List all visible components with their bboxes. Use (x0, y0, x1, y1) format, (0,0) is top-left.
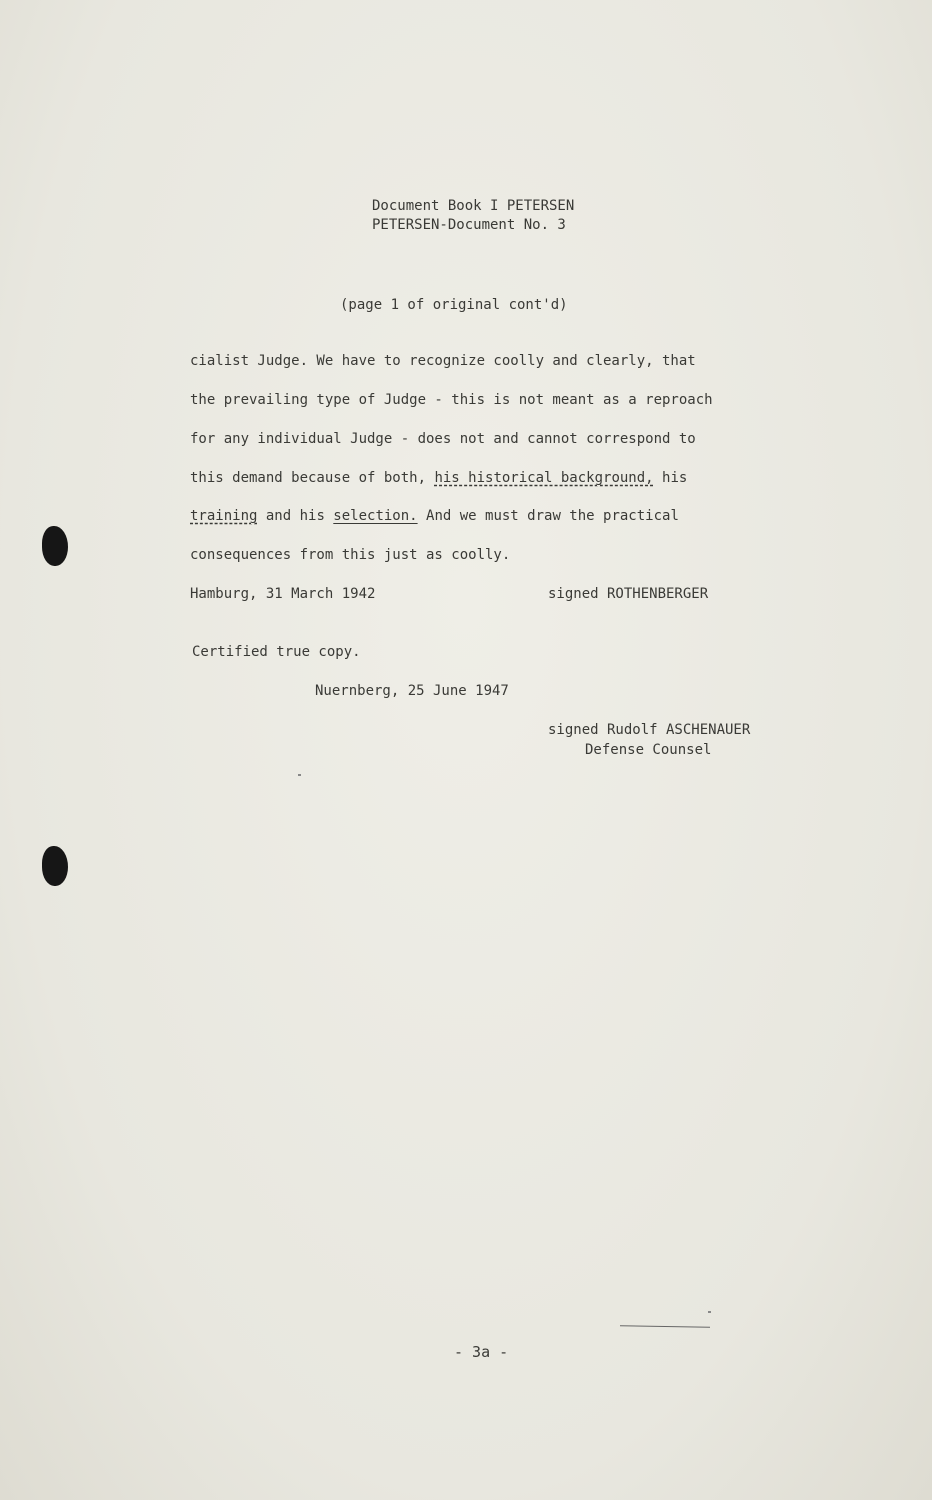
certification-place-date: Nuernberg, 25 June 1947 (315, 683, 509, 699)
underlined-word: training (190, 508, 258, 524)
body-text: And we must draw the practical (417, 508, 679, 524)
signer-role: Defense Counsel (585, 742, 712, 758)
body-line: the prevailing type of Judge - this is not meant as a reproach (190, 392, 713, 408)
punch-hole (42, 846, 68, 886)
body-line (190, 470, 687, 486)
signature-line: signed ROTHENBERGER (548, 586, 709, 602)
underlined-word: selection. (333, 508, 418, 524)
header-line-book: Document Book I PETERSEN (372, 198, 575, 214)
ink-speck (708, 1311, 711, 1313)
place-date: Hamburg, 31 March 1942 (190, 586, 376, 602)
page-number: - 3a - (454, 1343, 509, 1361)
body-line (190, 508, 679, 524)
body-line: cialist Judge. We have to recognize coolly and clearly, that (190, 353, 696, 369)
pencil-stroke (620, 1325, 710, 1328)
punch-hole (42, 526, 68, 566)
body-line: for any individual Judge - does not and cannot correspond to (190, 431, 696, 447)
underlined-phrase: his historical background, (434, 470, 654, 486)
ink-speck (298, 774, 301, 776)
document-header (372, 197, 574, 235)
body-text: this demand because of both, (190, 470, 435, 486)
signature-line: signed Rudolf ASCHENAUER (548, 722, 751, 738)
header-line-document-number: PETERSEN-Document No. 3 (372, 217, 566, 233)
body-text: and his (257, 508, 334, 524)
body-text: his (653, 470, 688, 486)
continuation-note: (page 1 of original cont'd) (340, 297, 568, 313)
body-line: consequences from this just as coolly. (190, 547, 511, 563)
certification-statement: Certified true copy. (192, 644, 361, 660)
